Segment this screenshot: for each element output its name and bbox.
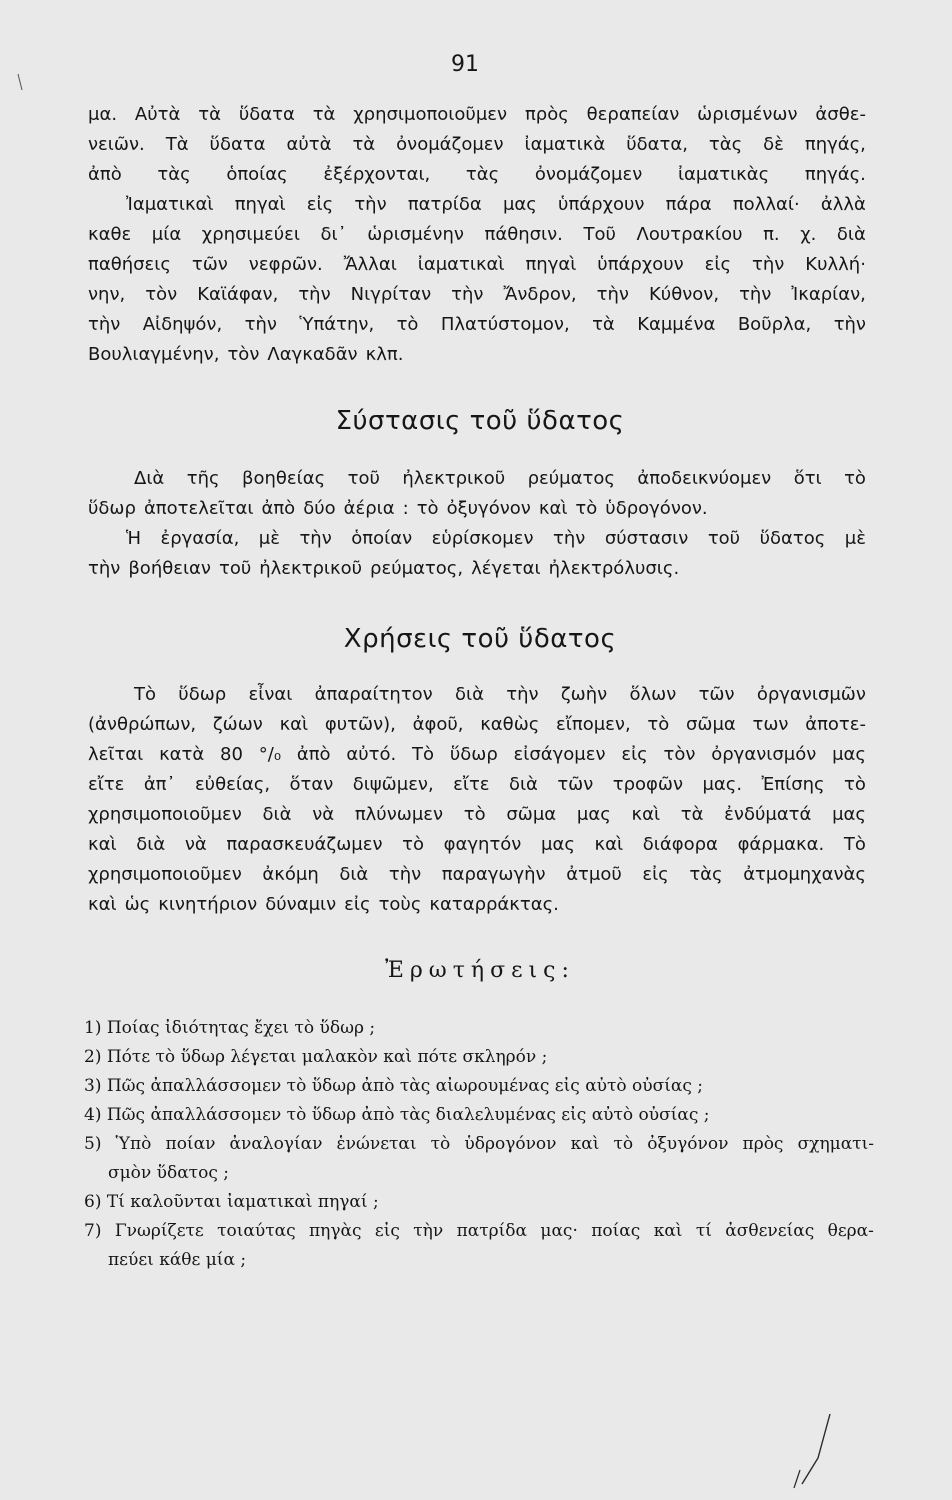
word: ὀνομάζομεν xyxy=(396,134,504,155)
word: πηγὰς xyxy=(309,1221,362,1241)
word: τὸ xyxy=(402,834,425,855)
word: μας xyxy=(832,744,866,765)
word: Ἰαματικαὶ xyxy=(126,194,214,215)
word: ἀπὸ xyxy=(296,744,331,765)
page-number: 91 xyxy=(451,52,479,77)
word: ὕδατα, xyxy=(626,134,688,155)
word: μας xyxy=(832,804,866,825)
word: πηγαὶ xyxy=(234,194,286,215)
word: Καϊάφαν, xyxy=(197,284,279,305)
word: Πλατύστομον, xyxy=(440,314,570,335)
questions-heading: Ἐρωτήσεις: xyxy=(385,958,575,983)
question-item xyxy=(84,1217,874,1246)
word: τὴν xyxy=(299,528,332,549)
word: τὴν xyxy=(596,284,629,305)
word: ἀποδεικνύομεν xyxy=(637,468,772,489)
word: ἀπὸ xyxy=(88,164,122,185)
word: παραγωγὴν xyxy=(441,864,546,885)
word: δύο xyxy=(303,498,336,519)
word: ἰαματικὰ xyxy=(524,134,606,155)
word: χρησιμοποιοῦμεν xyxy=(88,864,242,885)
word: ὕδατα xyxy=(238,104,295,125)
word: ἐργασία, xyxy=(160,528,240,549)
word: 5) xyxy=(84,1134,102,1154)
word: εἰς xyxy=(621,744,648,765)
word: ὁποίας xyxy=(226,164,288,185)
word: ἀτμομηχανὰς xyxy=(743,864,866,885)
section-heading-uses: Χρήσεις τοῦ ὕδατος xyxy=(343,624,617,654)
word: τὸ xyxy=(613,1134,634,1154)
word: μας xyxy=(541,834,575,855)
text-line xyxy=(88,770,866,800)
word: καὶ xyxy=(631,804,661,825)
word: ἀναλογίαν xyxy=(229,1134,323,1154)
word: πατρίδα xyxy=(456,1221,528,1241)
word: βοήθειαν xyxy=(128,558,211,579)
word: ἀσθενείας xyxy=(725,1221,815,1241)
word: διὰ xyxy=(455,684,484,705)
word: νειῶν. xyxy=(88,134,145,155)
word: τὴν xyxy=(506,684,539,705)
word: τὸ xyxy=(430,1134,451,1154)
uses-paragraph xyxy=(88,680,866,920)
question-item: 1) Ποίας ἰδιότητας ἔχει τὸ ὕδωρ ; xyxy=(84,1018,376,1038)
word: ὑπάρχουν xyxy=(597,254,684,275)
word: π. xyxy=(763,224,780,245)
word: ἀπαραίτητον xyxy=(314,684,433,705)
word: Τὸ xyxy=(843,834,866,855)
word: λέγεται xyxy=(471,558,541,579)
word: ὑδρογόνον. xyxy=(605,498,708,519)
word: Κυλλή· xyxy=(805,254,866,275)
word: διὰ xyxy=(262,804,292,825)
word: τὸν xyxy=(145,284,178,305)
word: Αἰδηψόν, xyxy=(142,314,223,335)
word: Ὑπὸ xyxy=(115,1134,152,1154)
word: ρεύματος, xyxy=(370,558,464,579)
word: μὲ xyxy=(844,528,866,549)
word: ἀσθε- xyxy=(815,104,866,125)
word: Βουλιαγμένην, xyxy=(88,344,220,365)
word: 7) xyxy=(84,1221,102,1241)
word: τὴν xyxy=(451,284,484,305)
word: καὶ xyxy=(88,834,117,855)
word: πρὸς xyxy=(524,104,569,125)
word: πατρίδα xyxy=(407,194,482,215)
word: τὴν xyxy=(354,194,387,215)
word: σῶμα xyxy=(685,714,736,735)
word: τοὺς xyxy=(378,894,422,915)
word: ἐξέρχονται, xyxy=(323,164,431,185)
word: ὅταν xyxy=(289,774,334,795)
word: τὴν xyxy=(298,284,331,305)
word: καθὼς xyxy=(480,714,540,735)
text-line xyxy=(88,740,866,770)
word: ὡρισμένων xyxy=(697,104,798,125)
word: τοῦ xyxy=(347,468,380,489)
word: τὰς xyxy=(465,164,500,185)
word: σχηματι- xyxy=(797,1134,874,1154)
word: ποίας xyxy=(591,1221,641,1241)
word: πηγαὶ xyxy=(525,254,577,275)
word: ὑπάρχουν xyxy=(558,194,645,215)
question-item-continued: πεύει κάθε μία ; xyxy=(108,1250,247,1270)
text-line xyxy=(88,830,866,860)
text-line xyxy=(88,100,866,130)
word: ὕδωρ xyxy=(449,744,498,765)
word: τοιαύτας xyxy=(217,1221,296,1241)
word: εἰς xyxy=(642,864,669,885)
word: ὀργανισμόν xyxy=(711,744,817,765)
word: μὲ xyxy=(258,528,280,549)
word: των xyxy=(752,714,789,735)
text-line xyxy=(88,710,866,740)
question-item: 4) Πῶς ἀπαλλάσσομεν τὸ ὕδωρ ἀπὸ τὰς διαλελυμένας εἰς αὐτὸ οὐσίας ; xyxy=(84,1105,710,1125)
word: διὰ xyxy=(136,834,166,855)
text-line xyxy=(88,800,866,830)
word: ὁποίαν xyxy=(351,528,413,549)
word: χρησιμοποιοῦμεν xyxy=(353,104,508,125)
word: τὸν xyxy=(663,744,696,765)
word: πολλαί· xyxy=(732,194,800,215)
word: πάθησιν. xyxy=(484,224,563,245)
word: τὸν xyxy=(227,344,260,365)
text-line xyxy=(88,340,866,370)
word: ὀξυγόνον xyxy=(647,1134,729,1154)
word: τὰς xyxy=(689,864,723,885)
word: μία xyxy=(151,224,182,245)
word: διὰ xyxy=(339,864,369,885)
word: χ. xyxy=(800,224,817,245)
word: ἀπ᾽ xyxy=(143,774,176,795)
word: κινητήριον xyxy=(158,894,258,915)
section-heading-composition: Σύστασις τοῦ ὕδατος xyxy=(335,406,625,436)
word: ὕδωρ xyxy=(88,498,136,519)
word: Ἐπίσης xyxy=(761,774,825,795)
word: αὐτὰ xyxy=(286,134,332,155)
word: εἴπομεν, xyxy=(556,714,631,735)
word: τὰ xyxy=(198,104,221,125)
text-line xyxy=(88,250,866,280)
word: τοῦ xyxy=(707,528,741,549)
word: ἀποτελεῖται xyxy=(143,498,254,519)
word: μας xyxy=(502,194,537,215)
word: θεραπείαν xyxy=(586,104,680,125)
word: εἰς xyxy=(704,254,732,275)
word: εὐθείας, xyxy=(194,774,271,795)
word: διψῶμεν, xyxy=(352,774,434,795)
word: ὀργανισμῶν xyxy=(756,684,866,705)
word: ἀλλὰ xyxy=(820,194,866,215)
question-item: 2) Πότε τὸ ὕδωρ λέγεται μαλακὸν καὶ πότε σκληρόν ; xyxy=(84,1047,548,1067)
word: σύστασιν xyxy=(604,528,689,549)
word: Βοῦρλα, xyxy=(737,314,812,335)
word: καὶ xyxy=(570,1134,600,1154)
word: ὕδωρ xyxy=(178,684,227,705)
word: νὰ xyxy=(312,804,335,825)
question-item-continued: σμὸν ὕδατος ; xyxy=(108,1163,229,1183)
word: τῶν xyxy=(698,684,735,705)
word: ἰαματικαὶ xyxy=(417,254,505,275)
question-item: 6) Τί καλοῦνται ἰαματικαὶ πηγαί ; xyxy=(84,1192,379,1212)
word: κατὰ xyxy=(159,744,205,765)
word: τὸ xyxy=(416,498,439,519)
text-line xyxy=(88,860,866,890)
word: Κύθνον, xyxy=(648,284,720,305)
word: Τοῦ xyxy=(583,224,616,245)
word: πηγάς, xyxy=(804,134,866,155)
word: τὴν xyxy=(752,254,785,275)
word: τῆς xyxy=(186,468,220,489)
word: : xyxy=(402,498,409,519)
word: τὸ xyxy=(844,774,866,795)
word: ἀέρια xyxy=(343,498,395,519)
word: φαγητόν xyxy=(443,834,522,855)
word: τὸ xyxy=(463,804,486,825)
word: νην, xyxy=(88,284,126,305)
word: μας xyxy=(576,804,611,825)
word: καὶ xyxy=(594,834,624,855)
word: τὰ xyxy=(680,804,704,825)
word: καὶ xyxy=(538,498,568,519)
word: μας. xyxy=(702,774,743,795)
text-line xyxy=(88,190,866,220)
word: καθε xyxy=(88,224,132,245)
word: τοῦ xyxy=(218,558,252,579)
word: θερα- xyxy=(827,1221,874,1241)
word: τὴν xyxy=(244,314,277,335)
word: ὀνομάζομεν xyxy=(534,164,643,185)
word: χρησιμοποιοῦμεν xyxy=(88,804,242,825)
word: τὸ xyxy=(844,468,866,489)
word: τὸ xyxy=(575,498,598,519)
word: Αὐτὰ xyxy=(134,104,181,125)
word: μα. xyxy=(88,104,118,125)
word: ὡς xyxy=(124,894,151,915)
word: διάφορα xyxy=(642,834,718,855)
word: ἀτμοῦ xyxy=(566,864,622,885)
word: τί xyxy=(695,1221,712,1241)
text-line xyxy=(88,494,866,524)
word: τὸ xyxy=(396,314,419,335)
word: ζώων xyxy=(212,714,263,735)
word: τῶν xyxy=(191,254,228,275)
word: εἴτε xyxy=(88,774,125,795)
word: Τὰ xyxy=(165,134,189,155)
word: τὸ xyxy=(647,714,670,735)
word: Τὸ xyxy=(134,684,157,705)
word: σῶμα xyxy=(506,804,557,825)
word: καταρράκτας. xyxy=(429,894,559,915)
word: εἶναι xyxy=(248,684,293,705)
question-item xyxy=(84,1130,874,1159)
text-line xyxy=(88,680,866,710)
word: καὶ xyxy=(653,1221,683,1241)
word: τὴν xyxy=(739,284,772,305)
word: φυτῶν), xyxy=(324,714,396,735)
text-line xyxy=(88,524,866,554)
word: εἰς xyxy=(374,1221,400,1241)
margin-mark-decoration xyxy=(10,60,30,100)
word: λεῖται xyxy=(88,744,144,765)
word: ὅλων xyxy=(629,684,677,705)
word: Τὸ xyxy=(412,744,435,765)
word: Λαγκαδᾶν xyxy=(267,344,358,365)
word: αὐτό. xyxy=(346,744,397,765)
word: τροφῶν xyxy=(612,774,684,795)
text-line xyxy=(88,464,866,494)
word: ὅτι xyxy=(793,468,822,489)
word: διὰ xyxy=(836,224,866,245)
word: ἠλεκτρικοῦ xyxy=(402,468,506,489)
word: ἐνδύματά xyxy=(724,804,812,825)
word: 80 xyxy=(220,744,243,765)
word: παθήσεις xyxy=(88,254,171,275)
word: βοηθείας xyxy=(242,468,326,489)
word: εἴτε xyxy=(453,774,490,795)
word: τὰ xyxy=(312,104,336,125)
intro-paragraph xyxy=(88,100,866,370)
word: πρὸς xyxy=(742,1134,784,1154)
word: °/₀ xyxy=(258,744,282,765)
word: ζωὴν xyxy=(560,684,608,705)
word: νεφρῶν. xyxy=(248,254,323,275)
word: ὑδρογόνον xyxy=(464,1134,557,1154)
word: ὡρισμένην xyxy=(367,224,464,245)
word: Γνωρίζετε xyxy=(114,1221,204,1241)
word: εὑρίσκομεν xyxy=(431,528,534,549)
word: ποίαν xyxy=(165,1134,216,1154)
word: Διὰ xyxy=(134,468,165,489)
word: δὲ xyxy=(763,134,784,155)
pen-mark-decoration xyxy=(780,1410,840,1490)
word: Λουτρακίου xyxy=(636,224,743,245)
word: τὰ xyxy=(592,314,615,335)
word: ἠλεκτρόλυσις. xyxy=(548,558,680,579)
word: παρασκευάζωμεν xyxy=(226,834,383,855)
word: Ἄνδρον, xyxy=(503,284,577,305)
word: φάρμακα. xyxy=(737,834,825,855)
word: δύναμιν xyxy=(265,894,337,915)
question-item: 3) Πῶς ἀπαλλάσσομεν τὸ ὕδωρ ἀπὸ τὰς αἰωρουμένας εἰς αὐτὸ οὐσίας ; xyxy=(84,1076,704,1096)
questions-list xyxy=(84,1014,874,1275)
word: ὕδατα xyxy=(209,134,266,155)
word: καὶ xyxy=(88,894,117,915)
text-line xyxy=(88,310,866,340)
word: πλύνωμεν xyxy=(354,804,444,825)
word: Νιγρίταν xyxy=(350,284,432,305)
word: εἰς xyxy=(306,194,334,215)
word: Ἄλλαι xyxy=(343,254,397,275)
word: Ὑπάτην, xyxy=(299,314,375,335)
word: τὴν xyxy=(553,528,586,549)
word: τὴν xyxy=(388,864,422,885)
text-line xyxy=(88,160,866,190)
text-line xyxy=(88,890,866,920)
word: καὶ xyxy=(279,714,309,735)
word: κλπ. xyxy=(365,344,404,365)
word: πάρα xyxy=(665,194,712,215)
word: Ἡ xyxy=(126,528,142,549)
text-line xyxy=(88,220,866,250)
word: τὰ xyxy=(352,134,376,155)
word: τὴν xyxy=(88,558,121,579)
word: ἀκόμη xyxy=(262,864,319,885)
text-line xyxy=(88,280,866,310)
word: ἰαματικὰς xyxy=(677,164,770,185)
word: ἀφοῦ, xyxy=(412,714,464,735)
word: τῶν xyxy=(557,774,594,795)
word: εἰς xyxy=(344,894,371,915)
word: διὰ xyxy=(508,774,538,795)
word: δι᾽ xyxy=(320,224,347,245)
word: ἀπὸ xyxy=(261,498,296,519)
word: ἀποτε- xyxy=(805,714,866,735)
word: τὰς xyxy=(708,134,743,155)
word: ἠλεκτρικοῦ xyxy=(259,558,363,579)
word: ρεύματος xyxy=(527,468,615,489)
word: ἑνώνεται xyxy=(336,1134,417,1154)
word: ὕδατος xyxy=(759,528,826,549)
word: (ἀνθρώπων, xyxy=(88,714,197,735)
word: Ἰκαρίαν, xyxy=(791,284,866,305)
word: ὀξυγόνον xyxy=(446,498,531,519)
text-line xyxy=(88,130,866,160)
text-line xyxy=(88,554,866,584)
word: τὰς xyxy=(157,164,191,185)
word: Καμμένα xyxy=(637,314,716,335)
word: τὴν xyxy=(88,314,121,335)
word: τὴν xyxy=(413,1221,444,1241)
word: τὴν xyxy=(833,314,866,335)
word: χρησιμεύει xyxy=(201,224,300,245)
word: μας· xyxy=(540,1221,578,1241)
word: εἰσάγομεν xyxy=(513,744,606,765)
word: νὰ xyxy=(184,834,207,855)
composition-paragraph xyxy=(88,464,866,584)
word: πηγάς. xyxy=(804,164,866,185)
